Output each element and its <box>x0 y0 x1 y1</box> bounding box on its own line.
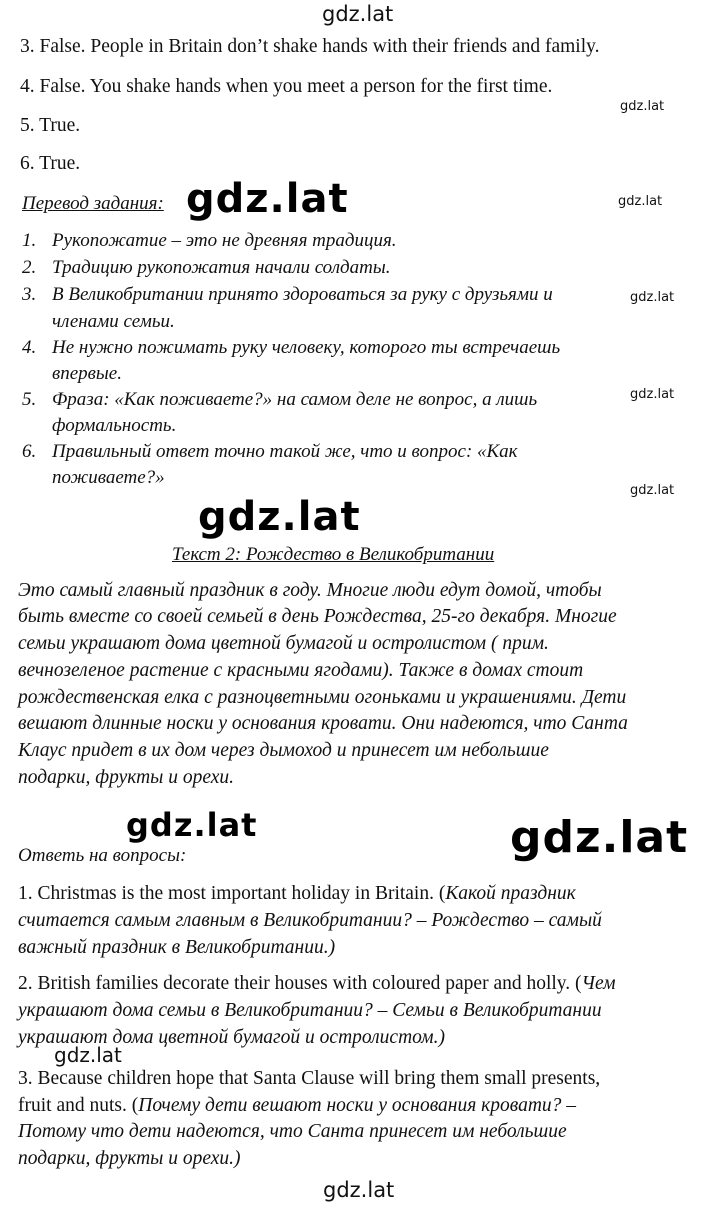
question-answer-3: 3. Because children hope that Santa Clause will bring them small presents, <box>18 1068 601 1089</box>
watermark-side: gdz.lat <box>630 483 675 498</box>
translation-item <box>22 337 560 359</box>
item-text: Рукопожатие – это не древняя традиция. <box>52 230 397 251</box>
answer-russian-line: украшают дома цветной бумагой и остролистом.) <box>18 1027 445 1048</box>
text2-line: вечнозеленое растение с красными ягодами). Также в домах стоит <box>18 660 584 681</box>
answer-english: fruit and nuts. ( <box>18 1095 139 1116</box>
item-text: Традицию рукопожатия начали солдаты. <box>52 257 391 278</box>
answer-line <box>18 1095 576 1117</box>
answer-russian-line: украшают дома семьи в Великобритании? – Семьи в Великобритании <box>18 1000 602 1021</box>
watermark-side: gdz.lat <box>630 387 675 402</box>
watermark-side: gdz.lat <box>618 194 663 209</box>
text2-line: Это самый главный праздник в году. Многие люди едут домой, чтобы <box>18 580 602 601</box>
item-number: 6. <box>22 441 37 462</box>
item-number: 4. <box>22 337 37 358</box>
answer-russian: Почему дети вешают носки у основания кровати? – <box>138 1095 577 1116</box>
answer-line: 4. False. You shake hands when you meet a person for the first time. <box>20 76 553 97</box>
item-number: 3. <box>22 284 37 305</box>
item-text-continued: впервые. <box>52 363 122 384</box>
translation-item <box>22 389 537 411</box>
translation-item <box>22 257 390 279</box>
translation-item <box>22 284 553 306</box>
text2-line: Клаус придет в их дом через дымоход и принесет им небольшие <box>18 740 549 761</box>
question-answer-2 <box>18 973 616 995</box>
translation-item <box>22 230 397 252</box>
watermark-bottom: gdz.lat <box>323 1178 395 1202</box>
question-answer-1 <box>18 883 576 905</box>
watermark-side: gdz.lat <box>620 99 665 114</box>
text2-line: вешают длинные носки у основания кровати. Они надеются, что Санта <box>18 713 628 734</box>
answer-russian-line: считается самым главным в Великобритании? – Рождество – самый <box>18 910 602 931</box>
answer-russian: Какой праздник <box>445 883 576 904</box>
item-text: Правильный ответ точно такой же, что и вопрос: «Как <box>52 441 518 462</box>
answer-english: 1. Christmas is the most important holiday in Britain. ( <box>18 883 446 904</box>
item-number: 2. <box>22 257 37 278</box>
answer-russian-line: важный праздник в Великобритании.) <box>18 937 336 958</box>
questions-heading: Ответь на вопросы: <box>18 845 187 866</box>
watermark-big: gdz.lat <box>186 176 349 222</box>
item-number: 1. <box>22 230 37 251</box>
watermark-mid: gdz.lat <box>54 1043 122 1067</box>
item-text-continued: членами семьи. <box>52 311 175 332</box>
answer-english: 2. British families decorate their houses with coloured paper and holly. ( <box>18 973 582 994</box>
watermark-big: gdz.lat <box>510 812 689 863</box>
answer-russian-line: Потому что дети надеются, что Санта принесет им небольшие <box>18 1121 567 1142</box>
answer-russian: Чем <box>581 973 616 994</box>
translation-item <box>22 441 518 463</box>
watermark-top: gdz.lat <box>322 2 394 26</box>
item-text-continued: формальность. <box>52 415 177 436</box>
watermark-big: gdz.lat <box>198 494 361 540</box>
item-number: 5. <box>22 389 37 410</box>
answer-line: 5. True. <box>20 115 81 136</box>
item-text: В Великобритании принято здороваться за руку с друзьями и <box>52 284 553 305</box>
answer-russian-line: подарки, фрукты и орехи.) <box>18 1148 241 1169</box>
text2-line: рождественская елка с разноцветными огоньками и украшениями. Дети <box>18 687 627 708</box>
item-text: Фраза: «Как поживаете?» на самом деле не вопрос, а лишь <box>52 389 538 410</box>
text2-title: Текст 2: Рождество в Великобритании <box>172 544 495 565</box>
answer-line: 6. True. <box>20 153 81 174</box>
text2-line: быть вместе со своей семьей в день Рождества, 25-го декабря. Многие <box>18 606 617 627</box>
text2-line: семьи украшают дома цветной бумагой и остролистом ( прим. <box>18 633 549 654</box>
watermark-big: gdz.lat <box>126 806 258 844</box>
answer-line: 3. False. People in Britain don’t shake hands with their friends and family. <box>20 36 600 57</box>
text2-line: подарки, фрукты и орехи. <box>18 767 235 788</box>
item-text: Не нужно пожимать руку человеку, которого ты встречаешь <box>52 337 561 358</box>
item-text-continued: поживаете?» <box>52 467 165 488</box>
watermark-side: gdz.lat <box>630 290 675 305</box>
translation-heading: Перевод задания: <box>22 193 164 214</box>
